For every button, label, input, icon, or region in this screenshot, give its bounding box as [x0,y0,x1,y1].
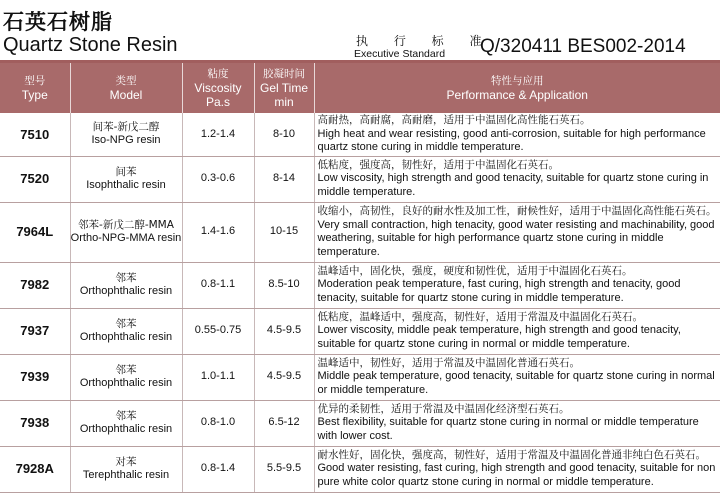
cell-viscosity: 1.0-1.1 [182,354,254,400]
standard-label-chinese: 执 行 标 准 [356,34,493,48]
cell-gel-time: 4.5-9.5 [254,354,314,400]
table-row [0,400,720,446]
cell-type: 7982 [0,262,70,308]
cell-application: 耐水性好，固化快，强度高，韧性好，适用于常温及中温固化普通非纯白色石英石。 Good water resisting, fast curing, high strength and good tenacity, suitable for non pure white color quartz stone curing in normal or middle temperature. [314,446,720,492]
table-row [0,202,720,262]
cell-model: 邻苯 Orthophthalic resin [70,308,182,354]
cell-application: 收缩小，高韧性，良好的耐水性及加工性，耐候性好，适用于中温固化高性能石英石。 Very small contraction, high tenacity, good water resisting and machinability, good weathering, suitable for high performance quartz stone curing in middle temperature. [314,202,720,262]
title-english: Quartz Stone Resin [3,34,178,56]
cell-viscosity: 0.8-1.4 [182,446,254,492]
cell-viscosity: 1.4-1.6 [182,202,254,262]
header-type: 型号 Type [0,63,70,113]
table-row [0,262,720,308]
product-table [0,63,720,493]
table-row [0,308,720,354]
cell-model: 邻苯 Orthophthalic resin [70,400,182,446]
cell-gel-time: 8-10 [254,113,314,156]
cell-application: 温峰适中，韧性好，适用于常温及中温固化普通石英石。 Middle peak temperature, good tenacity, suitable for quartz stone curing in normal or middle temperature. [314,354,720,400]
header-performance: 特性与应用 Performance & Application [314,63,720,113]
cell-gel-time: 6.5-12 [254,400,314,446]
cell-gel-time: 5.5-9.5 [254,446,314,492]
title-chinese: 石英石树脂 [3,10,113,34]
cell-type: 7510 [0,113,70,156]
cell-viscosity: 1.2-1.4 [182,113,254,156]
table-row [0,354,720,400]
cell-application: 低粘度，强度高，韧性好，适用于中温固化石英石。 Low viscosity, high strength and good tenacity, suitable for quartz stone curing in middle temperature. [314,156,720,202]
header-gel-time: 胶凝时间 Gel Time min [254,63,314,113]
table-row [0,446,720,492]
cell-application: 温峰适中，固化快，强度，硬度和韧性优，适用于中温固化石英石。 Moderation peak temperature, fast curing, high strength and tenacity, good tenacity, suitable for quartz stone curing in middle temperature. [314,262,720,308]
document-header [0,0,720,60]
cell-gel-time: 8.5-10 [254,262,314,308]
cell-gel-time: 4.5-9.5 [254,308,314,354]
cell-model: 间苯-新戊二醇 Iso-NPG resin [70,113,182,156]
cell-application: 高耐热，高耐腐，高耐磨，适用于中温固化高性能石英石。 High heat and wear resisting, good anti-corrosion, suitable for high performance quartz stone curing in middle temperature. [314,113,720,156]
cell-application: 低粘度，温峰适中，强度高，韧性好，适用于常温及中温固化石英石。 Lower viscosity, middle peak temperature, high strength and good tenacity, suitable for quartz stone curing in normal or middle temperature. [314,308,720,354]
cell-type: 7520 [0,156,70,202]
cell-type: 7938 [0,400,70,446]
cell-gel-time: 8-14 [254,156,314,202]
header-viscosity: 粘度 Viscosity Pa.s [182,63,254,113]
cell-type: 7937 [0,308,70,354]
cell-model: 邻苯-新戊二醇-MMA Ortho-NPG-MMA resin [70,202,182,262]
cell-model: 对苯 Terephthalic resin [70,446,182,492]
cell-application: 优异的柔韧性，适用于常温及中温固化经济型石英石。 Best flexibility, suitable for quartz stone curing in normal or middle temperature with lower cost. [314,400,720,446]
cell-viscosity: 0.8-1.1 [182,262,254,308]
cell-gel-time: 10-15 [254,202,314,262]
cell-type: 7964L [0,202,70,262]
cell-type: 7939 [0,354,70,400]
cell-model: 邻苯 Orthophthalic resin [70,262,182,308]
cell-type: 7928A [0,446,70,492]
cell-viscosity: 0.3-0.6 [182,156,254,202]
table-row [0,156,720,202]
cell-viscosity: 0.55-0.75 [182,308,254,354]
cell-model: 邻苯 Orthophthalic resin [70,354,182,400]
table-header-row [0,63,720,113]
standard-code: Q/320411 BES002-2014 [480,36,686,57]
cell-viscosity: 0.8-1.0 [182,400,254,446]
cell-model: 间苯 Isophthalic resin [70,156,182,202]
standard-label-english: Executive Standard [354,48,446,60]
header-model: 类型 Model [70,63,182,113]
table-row [0,113,720,156]
